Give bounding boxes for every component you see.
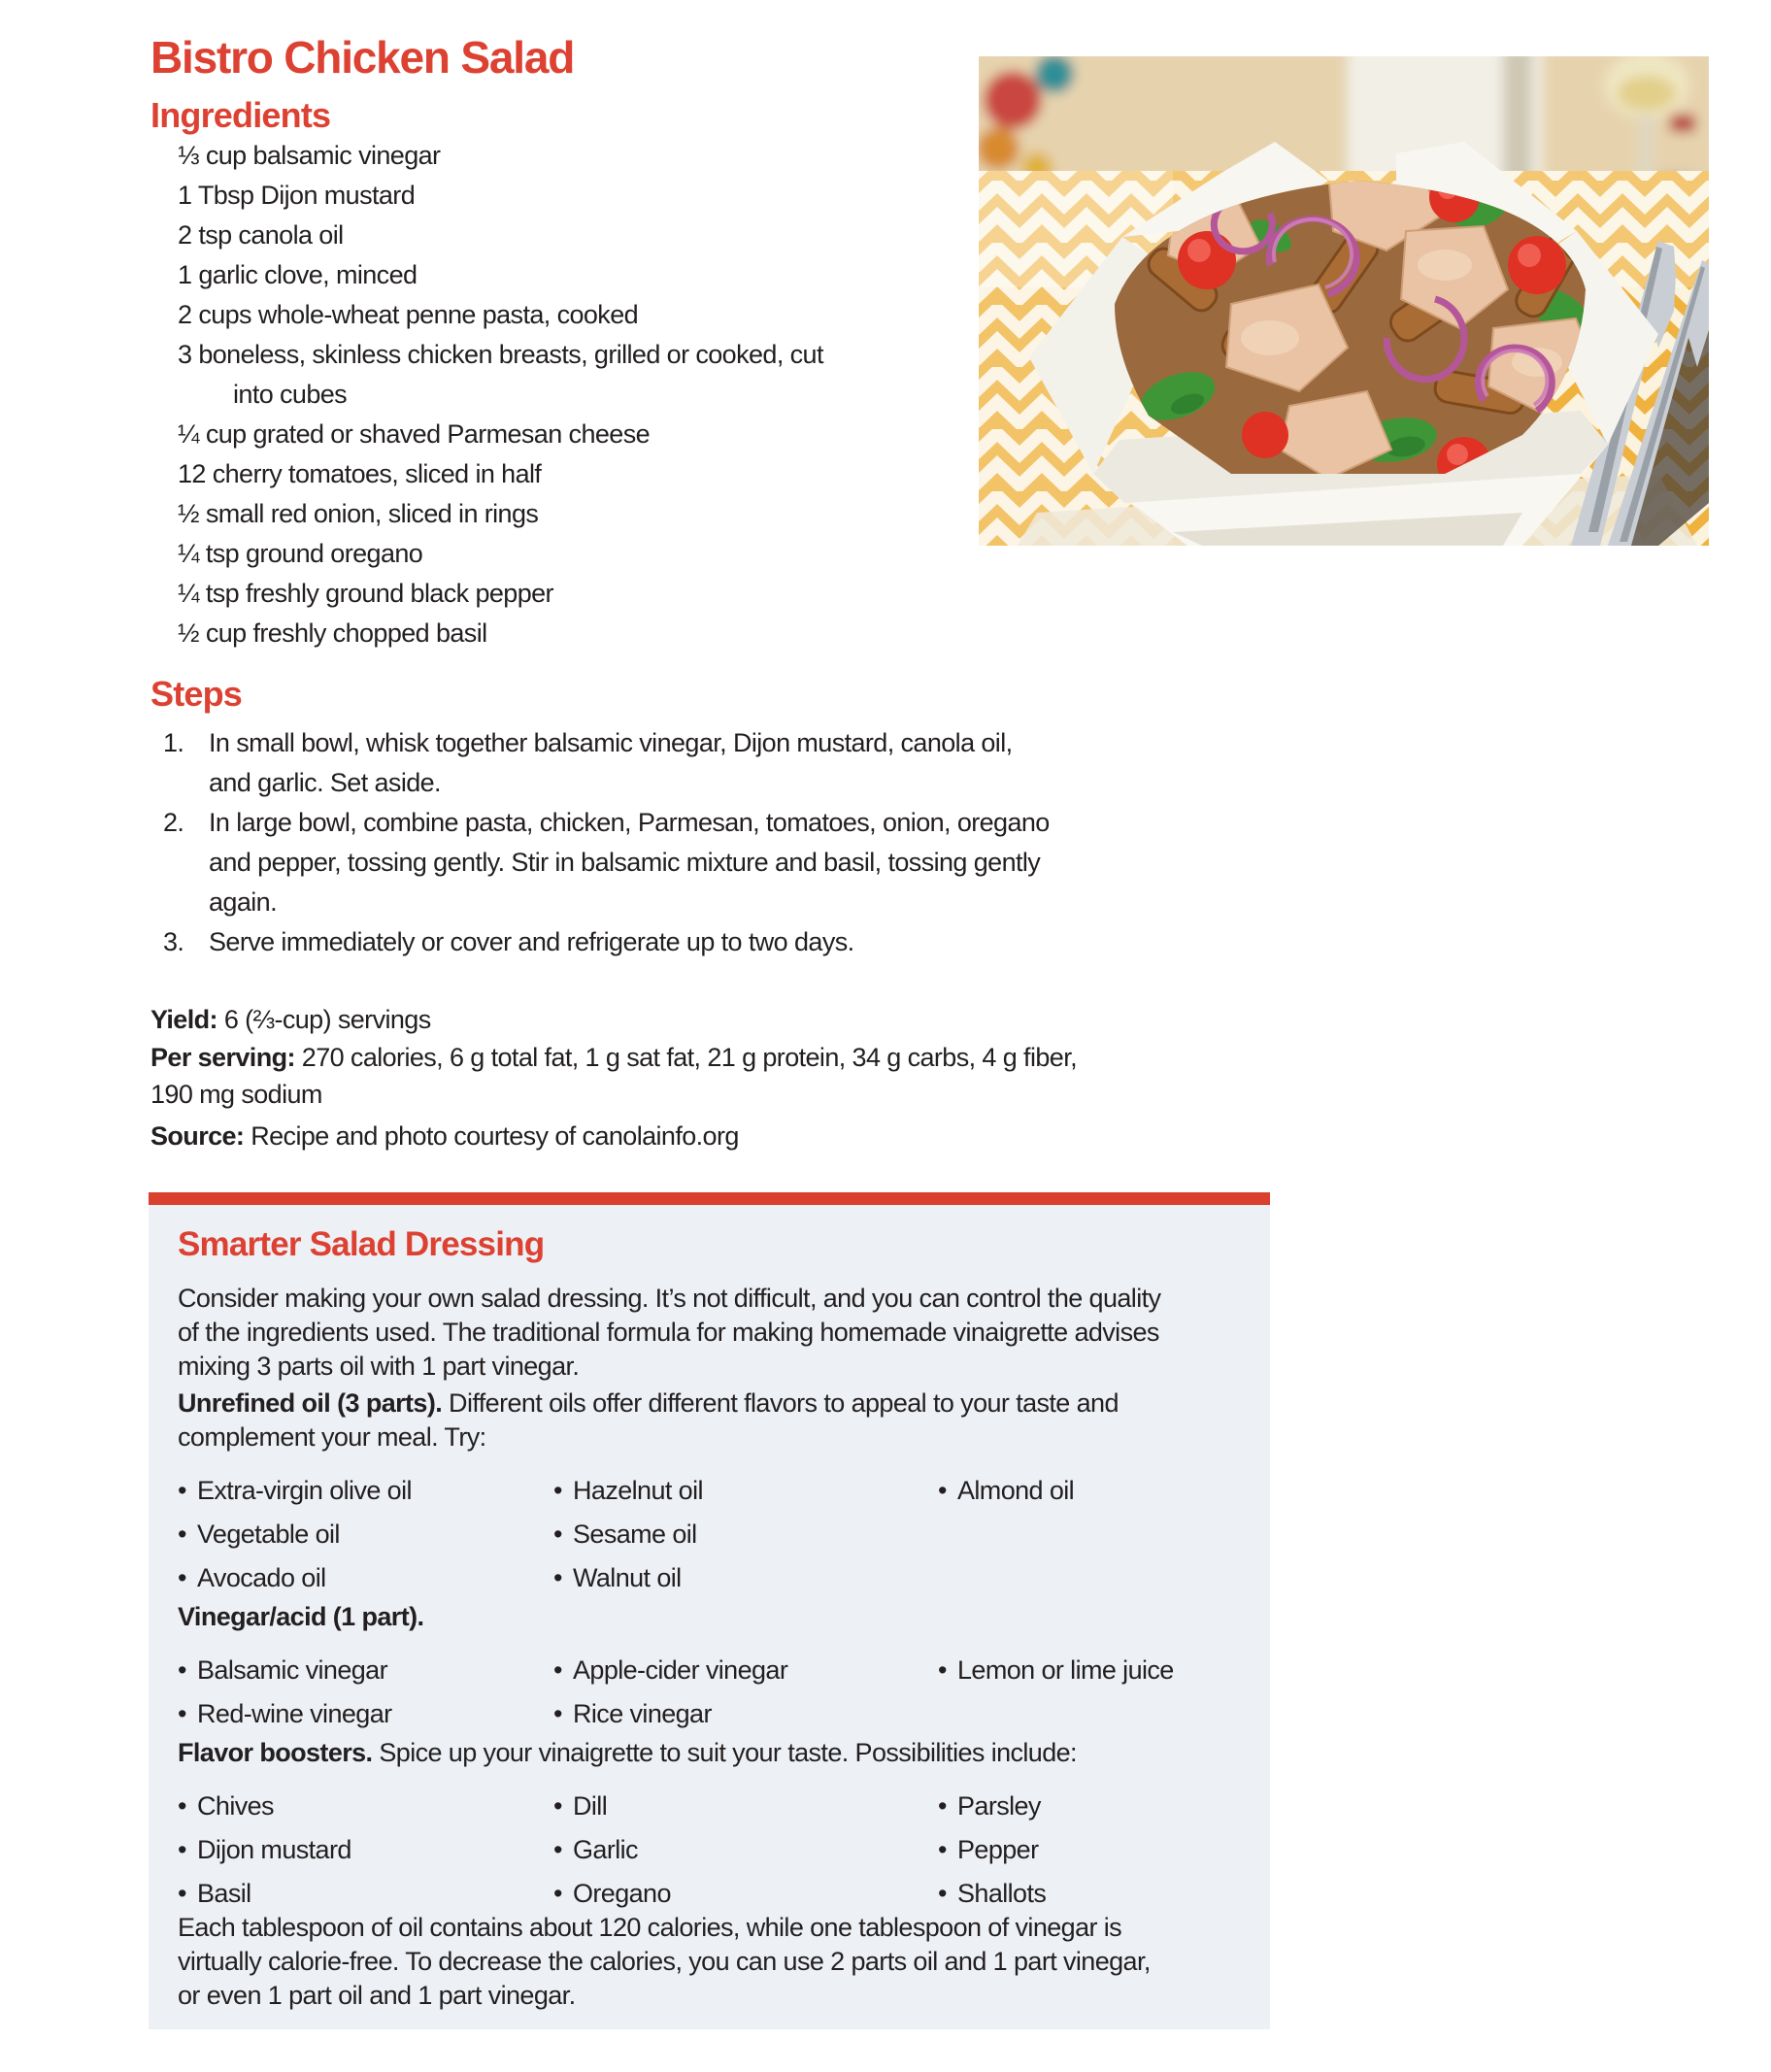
bullet-item: • Avocado oil bbox=[178, 1556, 412, 1600]
bullet-icon: • bbox=[178, 1655, 186, 1685]
bullet-icon: • bbox=[938, 1791, 947, 1821]
section-lead-line: Unrefined oil (3 parts). Different oils offer different flavors to appeal to your taste and bbox=[178, 1388, 1119, 1418]
steps-heading: Steps bbox=[150, 674, 243, 714]
bullet-item: • Pepper bbox=[938, 1828, 1046, 1872]
paragraph-line: Consider making your own salad dressing. It’s not difficult, and you can control the quality bbox=[178, 1284, 1161, 1313]
ingredients-list bbox=[178, 136, 823, 653]
bullet-item: • Lemon or lime juice bbox=[938, 1649, 1174, 1692]
step-text-line: and garlic. Set aside. bbox=[209, 768, 441, 797]
source-label: Source: bbox=[150, 1121, 245, 1151]
page-title: Bistro Chicken Salad bbox=[150, 32, 575, 83]
bullet-icon: • bbox=[553, 1835, 562, 1864]
per-serving-line bbox=[150, 1039, 1077, 1113]
ingredient-line: ¼ cup grated or shaved Parmesan cheese bbox=[178, 419, 651, 449]
bullet-icon: • bbox=[553, 1563, 562, 1592]
paragraph-line: virtually calorie-free. To decrease the calories, you can use 2 parts oil and 1 part vinegar, bbox=[178, 1947, 1151, 1976]
recipe-photo bbox=[979, 56, 1709, 546]
per-serving-values: 270 calories, 6 g total fat, 1 g sat fat, 21 g protein, 34 g carbs, 4 g fiber, bbox=[294, 1043, 1077, 1072]
yield-value: 6 (⅔-cup) servings bbox=[217, 1005, 431, 1034]
section-lead-line bbox=[178, 1600, 1246, 1634]
ingredient-line: 1 Tbsp Dijon mustard bbox=[178, 181, 416, 210]
step-text-line: In large bowl, combine pasta, chicken, Parmesan, tomatoes, onion, oregano bbox=[209, 808, 1050, 837]
bullet-item: • Vegetable oil bbox=[178, 1513, 412, 1556]
salad-photo-illustration bbox=[979, 56, 1709, 546]
bullet-column bbox=[938, 1469, 1074, 1513]
bullet-column bbox=[178, 1785, 351, 1916]
bullet-item: • Parsley bbox=[938, 1785, 1046, 1828]
ingredient-line: 1 garlic clove, minced bbox=[178, 260, 418, 289]
bullet-icon: • bbox=[938, 1476, 947, 1505]
bullet-item: • Almond oil bbox=[938, 1469, 1074, 1513]
bullet-icon: • bbox=[178, 1520, 186, 1549]
ingredient-line: into cubes bbox=[233, 380, 348, 409]
bullet-item: • Dill bbox=[553, 1785, 671, 1828]
step-text-line: In small bowl, whisk together balsamic vinegar, Dijon mustard, canola oil, bbox=[209, 728, 1013, 757]
bullet-icon: • bbox=[178, 1476, 186, 1505]
bullet-item: • Oregano bbox=[553, 1872, 671, 1916]
step-text-line: and pepper, tossing gently. Stir in balsamic mixture and basil, tossing gently bbox=[209, 848, 1041, 877]
bullet-column bbox=[178, 1649, 392, 1736]
yield-label: Yield: bbox=[150, 1005, 217, 1034]
bullet-icon: • bbox=[178, 1791, 186, 1821]
ingredient-line: ⅓ cup balsamic vinegar bbox=[178, 141, 441, 170]
ingredient-line: ¼ tsp freshly ground black pepper bbox=[178, 579, 553, 608]
bullet-icon: • bbox=[178, 1563, 186, 1592]
bullet-item: • Shallots bbox=[938, 1872, 1046, 1916]
bullet-icon: • bbox=[178, 1699, 186, 1728]
bullet-icon: • bbox=[938, 1655, 947, 1685]
bullet-icon: • bbox=[553, 1476, 562, 1505]
bullet-item: • Balsamic vinegar bbox=[178, 1649, 392, 1692]
step-text-line: Serve immediately or cover and refrigerate up to two days. bbox=[209, 927, 854, 956]
step-number: 1. bbox=[163, 728, 184, 757]
bullet-item: • Sesame oil bbox=[553, 1513, 703, 1556]
bullet-icon: • bbox=[178, 1879, 186, 1908]
bullet-item: • Walnut oil bbox=[553, 1556, 703, 1600]
bullet-icon: • bbox=[178, 1835, 186, 1864]
bullet-column bbox=[938, 1649, 1174, 1692]
section-lead-label: Unrefined oil (3 parts). bbox=[178, 1388, 443, 1418]
bullet-item: • Dijon mustard bbox=[178, 1828, 351, 1872]
bullet-icon: • bbox=[938, 1879, 947, 1908]
bullet-item: • Red-wine vinegar bbox=[178, 1692, 392, 1736]
bullet-column bbox=[553, 1649, 787, 1736]
paragraph-line: of the ingredients used. The traditional formula for making homemade vinaigrette advises bbox=[178, 1318, 1159, 1347]
step-item bbox=[163, 803, 1050, 922]
bullet-icon: • bbox=[553, 1791, 562, 1821]
bullet-item: • Rice vinegar bbox=[553, 1692, 787, 1736]
bullet-column bbox=[178, 1469, 412, 1600]
bullet-item: • Basil bbox=[178, 1872, 351, 1916]
section-lead-line: Flavor boosters. Spice up your vinaigrette to suit your taste. Possibilities include: bbox=[178, 1738, 1077, 1767]
step-number: 3. bbox=[163, 927, 184, 956]
yield-line bbox=[150, 1000, 431, 1040]
steps-list bbox=[163, 723, 1050, 962]
paragraph-line: mixing 3 parts oil with 1 part vinegar. bbox=[178, 1352, 580, 1381]
bullet-column bbox=[553, 1785, 671, 1916]
bullet-icon: • bbox=[553, 1655, 562, 1685]
ingredient-line: 12 cherry tomatoes, sliced in half bbox=[178, 459, 542, 488]
bullet-item: • Apple-cider vinegar bbox=[553, 1649, 787, 1692]
step-item bbox=[163, 922, 1050, 962]
smarter-box-intro bbox=[178, 1282, 1246, 1384]
per-serving-values-2: 190 mg sodium bbox=[150, 1080, 322, 1109]
step-item bbox=[163, 723, 1050, 803]
ingredient-line: 3 boneless, skinless chicken breasts, grilled or cooked, cut bbox=[178, 340, 823, 369]
bullet-column bbox=[553, 1469, 703, 1600]
paragraph-line: or even 1 part oil and 1 part vinegar. bbox=[178, 1981, 576, 2010]
source-value: Recipe and photo courtesy of canolainfo.org bbox=[244, 1121, 739, 1151]
per-serving-label: Per serving: bbox=[150, 1043, 295, 1072]
ingredients-heading: Ingredients bbox=[150, 95, 331, 135]
step-number: 2. bbox=[163, 808, 184, 837]
oil-section-header bbox=[178, 1387, 1246, 1454]
bullet-icon: • bbox=[938, 1835, 947, 1864]
bullet-column bbox=[938, 1785, 1046, 1916]
paragraph-line: Each tablespoon of oil contains about 120 calories, while one tablespoon of vinegar is bbox=[178, 1913, 1122, 1942]
ingredient-line: 2 tsp canola oil bbox=[178, 220, 344, 250]
bullet-item: • Extra-virgin olive oil bbox=[178, 1469, 412, 1513]
section-text-line: complement your meal. Try: bbox=[178, 1422, 486, 1452]
flavor-section-header bbox=[178, 1736, 1246, 1770]
ingredient-line: ½ small red onion, sliced in rings bbox=[178, 499, 539, 528]
bullet-item: • Garlic bbox=[553, 1828, 671, 1872]
section-lead-label: Flavor boosters. bbox=[178, 1738, 373, 1767]
smarter-box-outro bbox=[178, 1911, 1246, 2013]
bullet-icon: • bbox=[553, 1520, 562, 1549]
smarter-box-heading: Smarter Salad Dressing bbox=[178, 1225, 545, 1263]
ingredient-line: ½ cup freshly chopped basil bbox=[178, 618, 487, 648]
vinegar-section-header bbox=[178, 1600, 1246, 1634]
box-top-accent-bar bbox=[149, 1192, 1270, 1205]
source-line bbox=[150, 1117, 739, 1156]
bullet-item: • Chives bbox=[178, 1785, 351, 1828]
ingredient-line: ¼ tsp ground oregano bbox=[178, 539, 423, 568]
bullet-icon: • bbox=[553, 1879, 562, 1908]
bullet-icon: • bbox=[553, 1699, 562, 1728]
bullet-item: • Hazelnut oil bbox=[553, 1469, 703, 1513]
step-text-line: again. bbox=[209, 887, 277, 917]
ingredient-line: 2 cups whole-wheat penne pasta, cooked bbox=[178, 300, 639, 329]
section-lead-label: Vinegar/acid (1 part). bbox=[178, 1602, 424, 1631]
